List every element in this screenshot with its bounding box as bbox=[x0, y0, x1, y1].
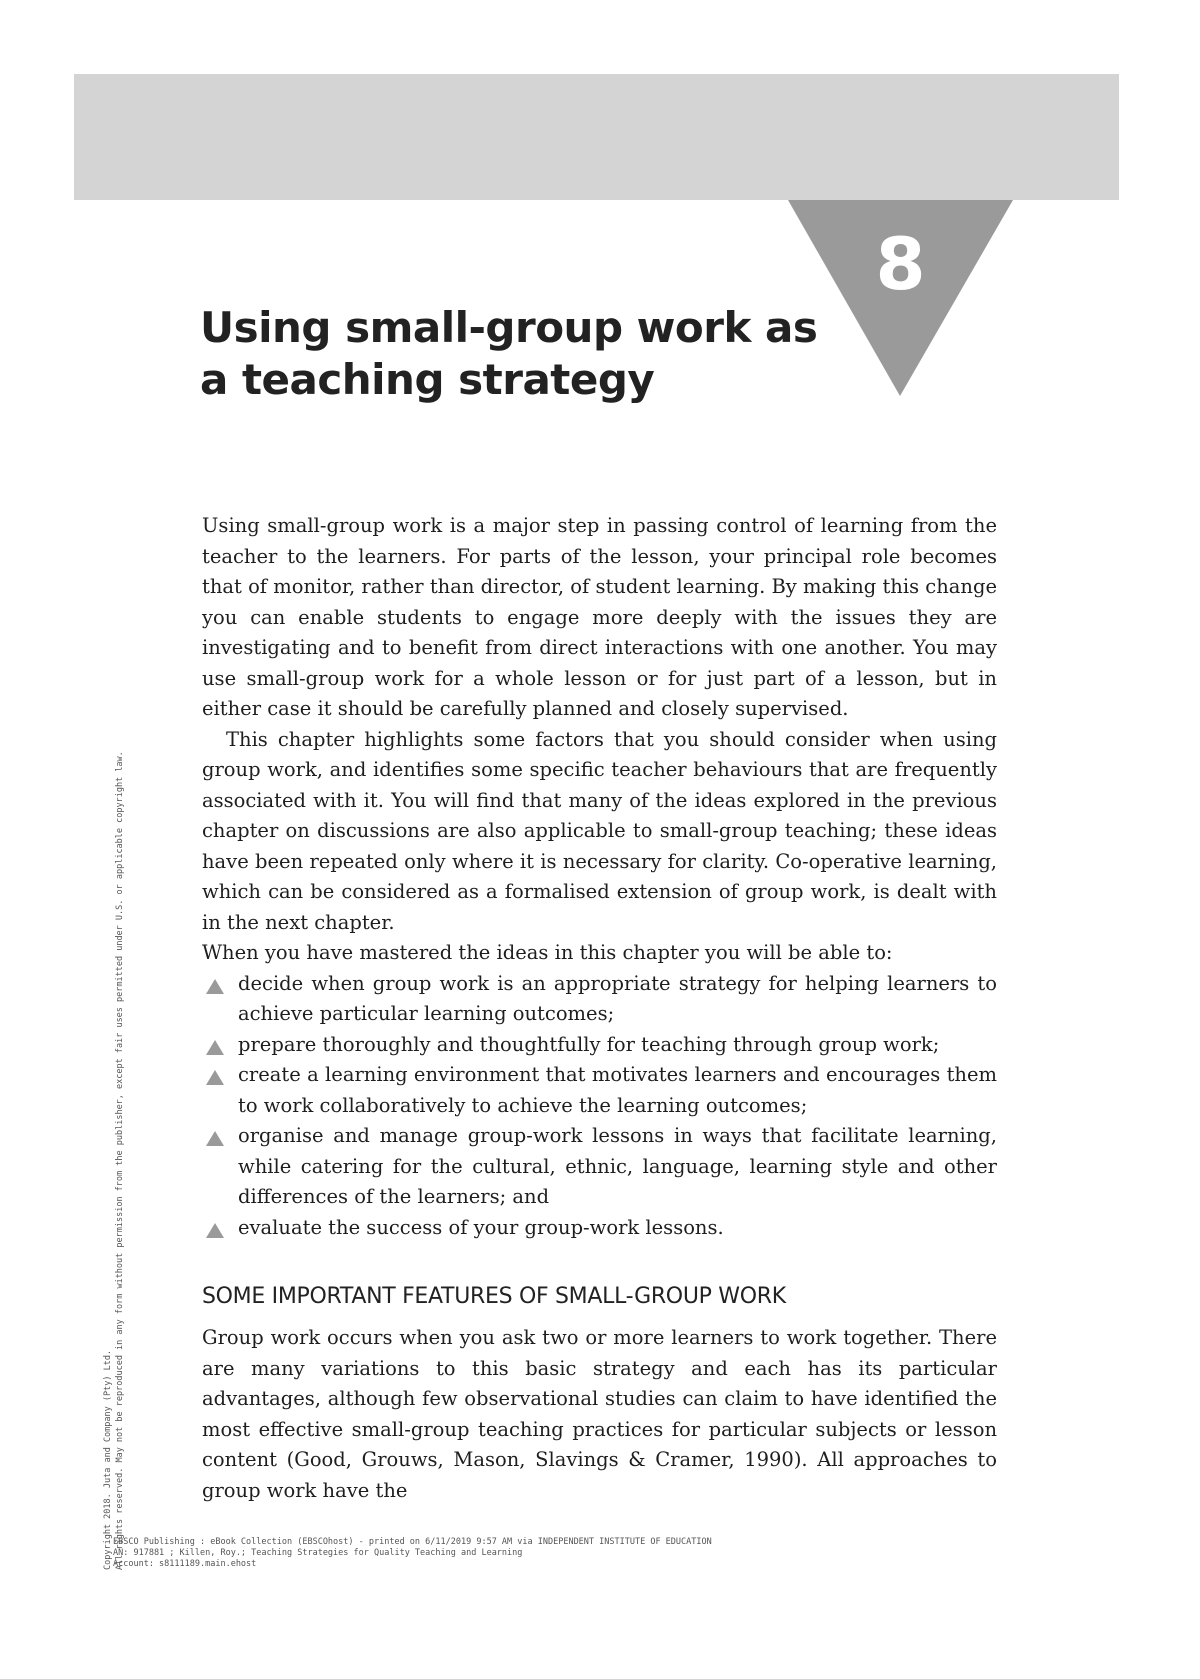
triangle-bullet-icon bbox=[206, 1070, 224, 1085]
chapter-title-line: Using small-group work as bbox=[200, 303, 818, 352]
footer-print-notice bbox=[113, 1537, 1013, 1570]
triangle-bullet-icon bbox=[206, 1040, 224, 1055]
objective-item bbox=[202, 1060, 997, 1121]
objective-text: create a learning environment that motivates learners and encourages them to work collaboratively to achieve the learning outcomes; bbox=[238, 1063, 997, 1117]
triangle-bullet-icon bbox=[206, 1131, 224, 1146]
section-heading: SOME IMPORTANT FEATURES OF SMALL-GROUP WORK bbox=[202, 1284, 786, 1309]
section-paragraph: Group work occurs when you ask two or more learners to work together. There are many variations to this basic strategy and each has its particular advantages, although few observational studies can claim to have identified the most effective small-group teaching practices for particular subjects or lesson content (Good, Grouws, Mason, Slavings & Cramer, 1990). All approaches to group work have the bbox=[202, 1326, 997, 1502]
section-body bbox=[202, 1323, 997, 1506]
footer-line: EBSCO Publishing : eBook Collection (EBSCOhost) - printed on 6/11/2019 9:57 AM via INDEPENDENT INSTITUTE OF EDUCATION bbox=[113, 1537, 712, 1547]
copyright-line: Copyright 2018. Juta and Company (Pty) Ltd. bbox=[103, 1349, 113, 1570]
chapter-title bbox=[200, 302, 820, 406]
objectives-lead: When you have mastered the ideas in this chapter you will be able to: bbox=[202, 941, 893, 964]
chapter-title-line: a teaching strategy bbox=[200, 355, 655, 404]
objective-item bbox=[202, 1030, 997, 1061]
footer-line: Account: s8111189.main.ehost bbox=[113, 1559, 257, 1569]
objective-text: organise and manage group-work lessons in ways that facilitate learning, while catering for the cultural, ethnic, language, learning style and other differences of the learners; and bbox=[238, 1124, 997, 1208]
chapter-number: 8 bbox=[875, 222, 926, 306]
objective-item bbox=[202, 969, 997, 1030]
chapter-header-band bbox=[74, 74, 1119, 200]
chapter-marker bbox=[788, 200, 1013, 396]
triangle-bullet-icon bbox=[206, 979, 224, 994]
objective-item bbox=[202, 1121, 997, 1213]
objective-item bbox=[202, 1213, 997, 1244]
intro-paragraph: Using small-group work is a major step in passing control of learning from the teacher to the learners. For parts of the lesson, your principal role becomes that of monitor, rather than director, of student learning. By making this change you can enable students to engage more deeply with the issues they are investigating and to benefit from direct interactions with one another. You may use small-group work for a whole lesson or for just part of a lesson, but in either case it should be carefully planned and closely supervised. bbox=[202, 514, 997, 720]
triangle-bullet-icon bbox=[206, 1223, 224, 1238]
side-copyright-notice bbox=[102, 510, 126, 1570]
objectives-list bbox=[202, 969, 997, 1244]
objective-text: evaluate the success of your group-work lessons. bbox=[238, 1215, 724, 1239]
footer-line: AN: 917881 ; Killen, Roy.; Teaching Strategies for Quality Teaching and Learning bbox=[113, 1548, 523, 1558]
intro-body bbox=[202, 511, 997, 1243]
objective-text: prepare thoroughly and thoughtfully for teaching through group work; bbox=[238, 1032, 940, 1056]
copyright-line: All rights reserved. May not be reproduced in any form without permission from the publisher, except fair uses permitted under U.S. or applicable copyright law. bbox=[115, 751, 125, 1570]
intro-paragraph: This chapter highlights some factors that you should consider when using group work, and identifies some specific teacher behaviours that are frequently associated with it. You will find that many of the ideas explored in the previous chapter on discussions are also applicable to small-group teaching; these ideas have been repeated only where it is necessary for clarity. Co-operative learning, which can be considered as a formalised extension of group work, is dealt with in the next chapter. bbox=[202, 727, 997, 934]
objective-text: decide when group work is an appropriate strategy for helping learners to achieve particular learning outcomes; bbox=[238, 971, 997, 1025]
